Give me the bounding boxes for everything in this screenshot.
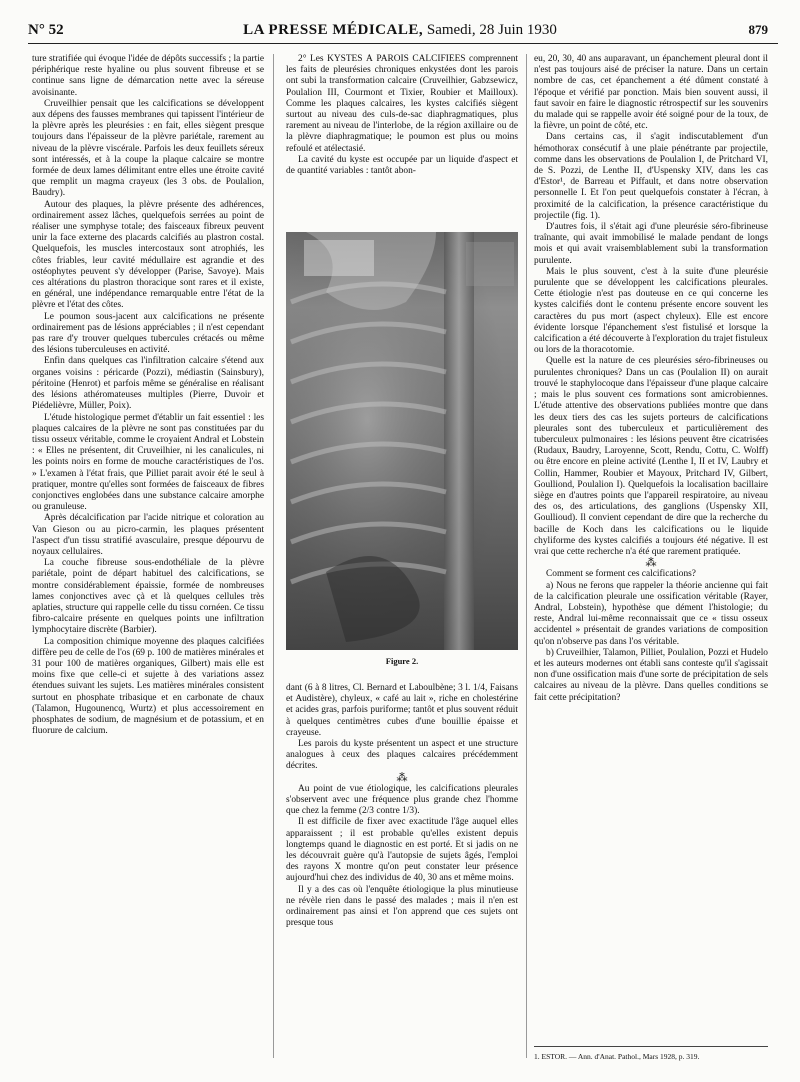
paragraph: Enfin dans quelques cas l'infiltration calcaire s'étend aux organes voisins : péricarde (Pozzi), médiastin (Sainsbury), péritoine (Henrot) et parfois même se généralise en réalisant des lésions athéromateuses multiples (Pierre, Duvoir et Piédelièvre, Müller, Poix). (32, 356, 264, 412)
column-left (32, 54, 264, 1058)
xray-figure (286, 232, 518, 650)
paragraph: D'autres fois, il s'était agi d'une pleurésie séro-fibrineuse traînante, qui avait immobilisé le malade pendant de longs mois et qui avait vraisemblablement subi la transformation purulente. (534, 222, 768, 266)
paragraph: b) Cruveilhier, Talamon, Pilliet, Poulalion, Pozzi et Hudelo et les auteurs modernes ont établi sans conteste qu'il s'agissait non d'une ossification mais d'une sorte de précipitation de sels calcaires au niveau de la plèvre. Dans quelles conditions se fait cette précipitation? (534, 647, 768, 703)
paragraph: Il est difficile de fixer avec exactitude l'âge auquel elles apparaissent ; il est probable qu'elles existent depuis longtemps quand le diagnostic en est porté. Et si jadis on ne les découvrait guère qu'à l'autopsie de sujets âgés, l'emploi des rayons X montre qu'on peut constater leur présence aujourd'hui chez des individus de 40, 30 ans et même moins. (286, 817, 518, 884)
paragraph: La cavité du kyste est occupée par un liquide d'aspect et de quantité variables : tantôt abon- (286, 154, 518, 177)
paragraph: Il y a des cas où l'enquête étiologique la plus minutieuse ne révèle rien dans le passé des malades ; mais il n'en est ordinairement pas ainsi et l'on apprend que ces sujets ont presque tous (286, 884, 518, 929)
paragraph: eu, 20, 30, 40 ans auparavant, un épanchement pleural dont il n'est pas toujours aisé de préciser la nature. Dans un certain nombre de cas, cet épanchement a été dûment constaté à l'époque et vérifié par ponction. Mais bien souvent aussi, il faut savoir en faire le diagnostic rétrospectif sur les souvenirs du malade qui se rappelle avoir été soigné pour de la toux, de la fièvre, un point de côté, etc. (534, 54, 768, 132)
issue-number: N° 52 (28, 22, 64, 38)
figure-caption: Figure 2. (385, 656, 419, 666)
section-question: Comment se forment ces calcifications? (546, 569, 696, 580)
column-divider (273, 54, 274, 1058)
paragraph: Les parois du kyste présentent un aspect et une structure analogues à ceux des plaques calcaires précédemment décrites. (286, 739, 518, 772)
paragraph: Autour des plaques, la plèvre présente des adhérences, ordinairement assez lâches, quelquefois serrées au point de réaliser une symphyse totale; des faisceaux fibreux peuvent unir la face externe des placards calcifiés au plastron costal. Quelquefois, les muscles intercostaux sont atrophiés, les côtes friables, leur cavité médullaire est agrandie et des ostéophytes peuvent s'y développer (Parise, Savoye). Mais ces altérations du plastron thoracique sont rares et il existe, en général, une indépendance remarquable entre l'état de la plèvre et l'état des côtes. (32, 199, 264, 311)
header-rule (28, 43, 778, 44)
paragraph: Mais le plus souvent, c'est à la suite d'une pleurésie purulente que se développent les calcifications pleurales. Cette étiologie n'est pas douteuse en ce qui concerne les kystes calcifiés dont le contenu présente encore souvent les caractères du pus mort (aspect chyleux). Elle est encore évidente lorsque l'épanchement s'est fistulisé et lorsque la calcification a été découverte à l'exploration du trajet fistuleux ou lors de la thoracotomie. (534, 266, 768, 356)
paragraph: a) Nous ne ferons que rappeler la théorie ancienne qui fait de la calcification pleurale une ossification véritable (Rayer, Andral, Lobstein), hypothèse que dément l'histologie; du reste, Andral lui-même reconnaissait que ce « tissu osseux accidentel » présentait de grandes variations de composition qu'on n'observe pas dans l'os véritable. (534, 580, 768, 647)
paragraph: La couche fibreuse sous-endothéliale de la plèvre pariétale, point de départ habituel des calcifications, se montre considérablement épaissie, formée de nombreuses lames conjonctives avec çà et là quelques cellules très aplaties, structure qui rappelle celle du tissu cornéen. Ce tissu fibro-calcaire présente en quelques points une infiltration lymphocytaire discrète (Barbier). (32, 558, 264, 636)
journal-name: LA PRESSE MÉDICALE, (243, 22, 424, 38)
column-divider (526, 54, 527, 1058)
issue-date: Samedi, 28 Juin 1930 (423, 22, 557, 38)
paragraph: Cruveilhier pensait que les calcifications se développent aux dépens des fausses membranes qui tapissent l'intérieur de la plèvre après les pleurésies : en fait, elles siègent presque toujours dans l'épaisseur de la plèvre pariétale, rarement au niveau de la plèvre viscérale. Parfois les deux feuillets séreux sont intéressés, et à la coupe la plaque calcaire se montre formée de deux lames délimitant entre elles une étroite cavité que remplit un magma crayeux (les 3 obs. de Poulalion, Baudry). (32, 98, 264, 199)
paragraph: Au point de vue étiologique, les calcifications pleurales s'observent avec une fréquence plus grande chez l'homme que chez la femme (2/3 contre 1/3). (286, 783, 518, 817)
footnote: 1. ESTOR. — Ann. d'Anat. Pathol., Mars 1928, p. 319. (534, 1052, 700, 1061)
section-separator: ⁂ (645, 557, 657, 570)
paragraph: Le poumon sous-jacent aux calcifications ne présente ordinairement pas de lésions appréciables ; il n'est cependant pas rare d'y trouver quelques tubercules crétacés ou même des lésions tuberculeuses en activité. (32, 311, 264, 356)
page-header (28, 20, 772, 42)
paragraph: Après décalcification par l'acide nitrique et coloration au Van Gieson ou au picro-carmin, les plaques présentent l'aspect d'un tissu stratifié avasculaire, presque dépourvu de noyaux cellulaires. (32, 513, 264, 557)
column-middle-bottom (286, 683, 518, 1055)
paragraph: Quelle est la nature de ces pleurésies séro-fibrineuses ou purulentes chroniques? Dans un cas (Poulalion II) on aurait trouvé le staphylocoque dans l'épaisseur d'une plaque calcaire ; mais le plus souvent ces formations sont amicrobiennes. L'étude attentive des observations publiées montre que dans les deux tiers des cas les sujets porteurs de calcifications pleurales sont des tuberculeux et particulièrement des tuberculeux pulmonaires : les lésions peuvent être cicatrisées (Rudaux, Baudry, Laroyenne, Scott, Rendu, Cottu, C. Wolff) ou être encore en pleine activité (Lenthe I, II et IV, Laubry et Collin, Hammer, Roubier et Mayoux, Pritchard IV, Gilbert, Goulliond, Poulalion I). Quelquefois la localisation bacillaire siège en d'autres points que l'appareil respiratoire, au niveau des os, des articulations, des ganglions (Uspensky XII, Goullioud). Il convient cependant de dire que la recherche du bacille de Koch dans les calcifications ou le liquide chyliforme des kystes calcifiés a toujours été négative. Il est vrai que cette recherche n'a été que rarement pratiquée. (534, 356, 768, 557)
paragraph: L'étude histologique permet d'établir un fait essentiel : les plaques calcaires de la plèvre ne sont pas constituées par du tissu osseux véritable, comme le croyaient Andral et Lobstein : « Elles ne présentent, dit Cruveilhier, ni les canalicules, ni les points noirs en forme de mouche caractéristiques de l'os. » L'examen à l'état frais, que Pilliet parait avoir été le seul à pratiquer, montre qu'elles sont formées de faisceaux de fibres conjonctives englobées dans une substance calcaire amorphe ou granuleuse. (32, 412, 264, 513)
paragraph: ture stratifiée qui évoque l'idée de dépôts successifs ; la partie périphérique reste hyaline ou plus souvent fibreuse et se continue sans ligne de démarcation nette avec la séreuse avoisinante. (32, 54, 264, 98)
paragraph: Dans certains cas, il s'agit indiscutablement d'un hémothorax consécutif à une plaie pénétrante par projectile, comme dans les observations de Poulalion I, de Pritchard VI, de S. Pozzi, de Lenthe II, d'Uspensky XIV, dans les cas d'Estor¹, de Barreau et Piffault, et dans notre observation personnelle I. Et l'on peut quelquefois constater à l'écran, à proximité de la calcification, la présence caractéristique du projectile (fig. 1). (534, 132, 768, 221)
paragraph: dant (6 à 8 litres, Cl. Bernard et Laboulbène; 3 l. 1/4, Faisans et Audistère), chyleux, « café au lait », riche en cholestérine et acides gras, parfois puriforme; tantôt et plus souvent réduit à quelques centimètres cubes d'une bouillie épaisse et crayeuse. (286, 683, 518, 738)
section-separator: ⁂ (396, 771, 408, 784)
column-right (534, 54, 768, 1054)
paragraph: 2° Les KYSTES À PAROIS CALCIFIÉES comprennent les faits de pleurésies chroniques enkystées dont les parois ont subi la transformation calcaire (Cruveilhier, Gabzsewicz, Poulalion III, Courmont et Tixier, Roubier et Mailloux). Comme les plaques calcaires, les kystes calcifiés siègent surtout au niveau des culs-de-sac diaphragmatiques, plus rarement au niveau de l'interlobe, de la région axillaire ou de la plèvre diaphragmatique; le poumon est plus ou moins refoulé et atélectasié. (286, 54, 518, 154)
page-number: 879 (748, 22, 768, 37)
paragraph: La composition chimique moyenne des plaques calcifiées diffère peu de celle de l'os (69 p. 100 de matières minérales et 31 pour 100 de matières organiques, Gilbert) mais elle est moins fixe que celle-ci et sujette à des variations assez étendues suivant les sujets. Les matières minérales consistent surtout en phosphate tribasique et en carbonate de chaux (Talamon, Hugounencq, Wurtz) et plus accessoirement en phosphates de sodium, de magnésium et de potassium, et en fluorure de calcium. (32, 636, 264, 737)
xray-image (286, 232, 518, 650)
journal-title (28, 22, 772, 39)
footnote-rule (534, 1046, 768, 1047)
column-middle-top (286, 54, 518, 226)
